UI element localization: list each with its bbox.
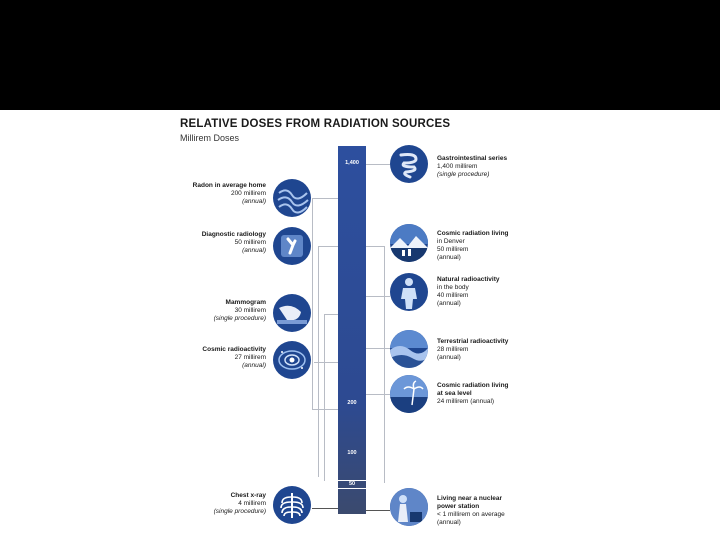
- source-label-mammogram: Mammogram 30 millirem (single procedure): [213, 299, 266, 322]
- mountain-city-icon: [390, 224, 428, 262]
- source-label-cosmic-denver: Cosmic radiation living in Denver 50 millirem (annual): [437, 230, 509, 261]
- source-label-chest-xray: Chest x-ray 4 millirem (single procedure): [213, 492, 266, 515]
- source-label-gastrointestinal: Gastrointestinal series 1,400 millirem (single procedure): [437, 155, 508, 178]
- connector-line: [366, 246, 385, 483]
- source-label-diagnostic: Diagnostic radiology 50 millirem (annual): [201, 231, 266, 254]
- connector-line: [366, 394, 390, 396]
- beach-palm-icon: [390, 375, 428, 413]
- connector-line: [324, 314, 339, 481]
- connector-line: [366, 296, 390, 298]
- source-label-cosmic-sea-level: Cosmic radiation living at sea level 24 millirem (annual): [437, 382, 509, 405]
- connector-line: [366, 164, 390, 166]
- radon-house-icon: [273, 179, 311, 217]
- intestine-icon: [390, 145, 428, 183]
- top-black-band: [0, 0, 720, 110]
- tick-label: 1,400: [345, 160, 359, 166]
- tick-label: 50: [338, 480, 366, 489]
- human-body-icon: [390, 273, 428, 311]
- connector-line: [366, 348, 390, 350]
- source-label-natural-body: Natural radioactivity in the body 40 millirem (annual): [437, 276, 500, 307]
- dose-scale-bar: [338, 146, 366, 514]
- terrain-icon: [390, 330, 428, 368]
- infographic-subtitle: Millirem Doses: [180, 133, 240, 143]
- power-plant-icon: [390, 488, 428, 526]
- mammogram-icon: [273, 294, 311, 332]
- ribcage-icon: [273, 486, 311, 524]
- source-label-nuclear-station: Living near a nuclear power station < 1 millirem on average (annual): [437, 495, 505, 526]
- source-label-terrestrial: Terrestrial radioactivity 28 millirem (annual): [437, 338, 509, 361]
- connector-line: [312, 508, 338, 510]
- tick-label: 200: [347, 400, 357, 406]
- infographic-title: RELATIVE DOSES FROM RADIATION SOURCES: [180, 118, 451, 130]
- source-label-radon: Radon in average home 200 millirem (annual): [192, 182, 266, 205]
- connector-line: [366, 510, 390, 512]
- galaxy-icon: [273, 341, 311, 379]
- xray-bone-icon: [273, 227, 311, 265]
- tick-label: 100: [347, 450, 357, 456]
- source-label-cosmic: Cosmic radioactivity 27 millirem (annual): [202, 346, 266, 369]
- connector-line: [314, 362, 338, 364]
